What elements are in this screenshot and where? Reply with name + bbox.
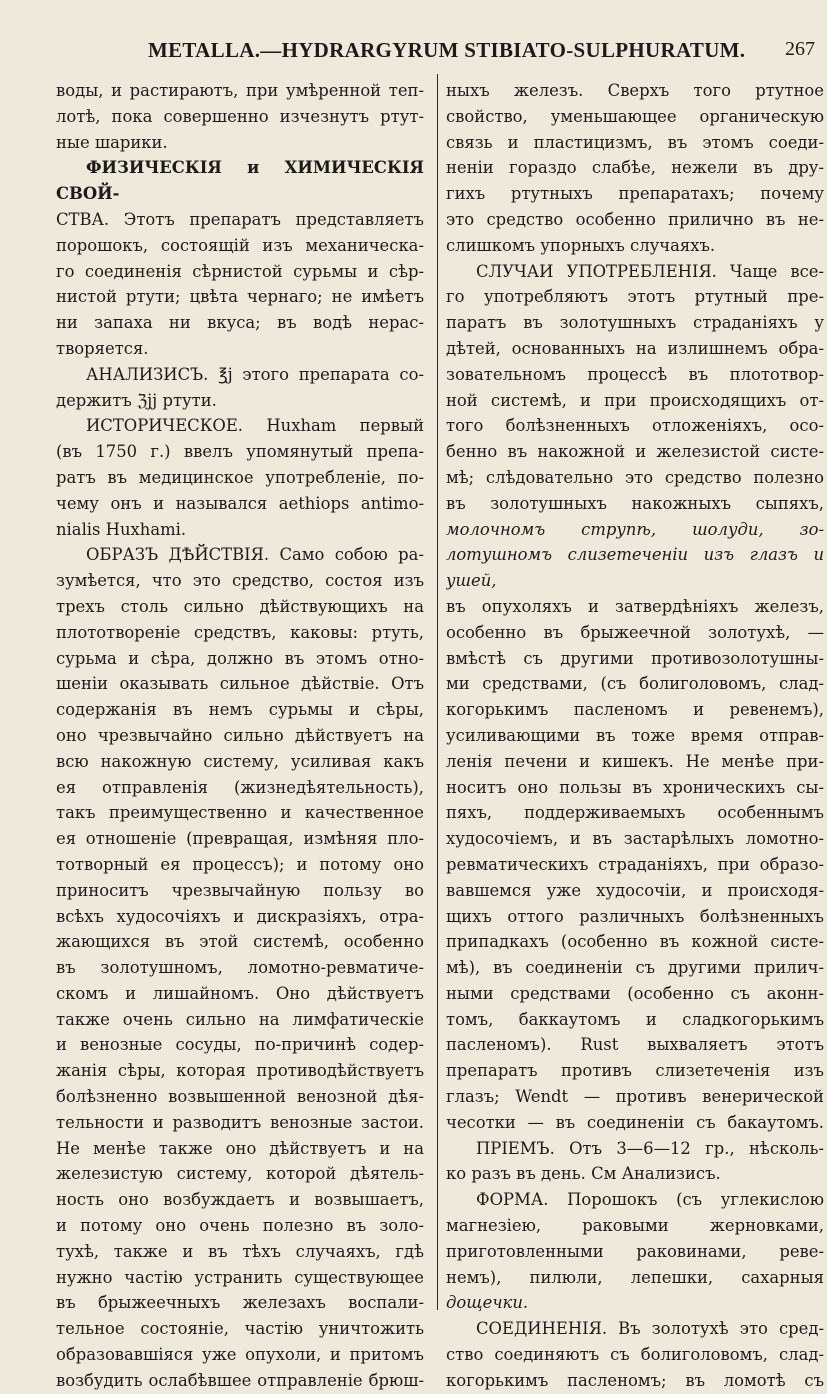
text-line: порошокъ, состоящій изъ механическа-	[56, 235, 424, 255]
text-line: жанія сѣры, которая противодѣйствуетъ	[56, 1061, 424, 1081]
text-line: всю накожную систему, усиливая какъ	[56, 751, 424, 771]
text-line: го соединенія сѣрнистой сурьмы и сѣр-	[56, 261, 424, 281]
text-line: ко разъ въ день. См Анализисъ.	[446, 1164, 721, 1184]
text-line: го употребляютъ этотъ ртутный пре-	[446, 287, 824, 307]
text-line: АНАЛИЗИСЪ. ℥j этого препарата со-	[86, 364, 424, 384]
text-line: когорькимъ пасленомъ и ревенемъ),	[446, 700, 824, 720]
text-line: приготовленными раковинами, реве-	[446, 1241, 824, 1261]
text-line: зовательномъ процессѣ въ плототвор-	[446, 364, 824, 384]
text-line: тельности и разводитъ венозные застои.	[56, 1112, 424, 1132]
text-line: ратъ въ медицинское употребленіе, по-	[56, 467, 424, 487]
text-line: немъ), пилюли, лепешки, сахарныя	[446, 1267, 824, 1287]
text-line: тельное состояніе, частію уничтожить	[56, 1319, 424, 1339]
text-line: пяхъ, поддерживаемыхъ особеннымъ	[446, 803, 824, 823]
text-line: носитъ оно пользы въ хроническихъ сы-	[446, 777, 824, 797]
text-line: слишкомъ упорныхъ случаяхъ.	[446, 235, 716, 255]
text-line: болѣзненно возвышенной венозной дѣя-	[56, 1087, 424, 1107]
text-line: мѣ), въ соединеніи съ другими прилич-	[446, 958, 824, 978]
left-column	[56, 78, 424, 1394]
text-line: зумѣется, что это средство, состоя изъ	[56, 571, 424, 591]
text-line: ревматическихъ страданіяхъ, при образо-	[446, 854, 824, 874]
text-line: и потому оно очень полезно въ золо-	[56, 1216, 424, 1236]
text-line: также очень сильно на лимфатическіе	[56, 1009, 424, 1029]
text-line: такъ преимущественно и качественное	[56, 803, 424, 823]
right-column	[446, 78, 824, 1394]
text-line: вмѣстѣ съ другими противозолотушны-	[446, 648, 824, 668]
text-line: въ брыжеечныхъ железахъ воспали-	[56, 1293, 424, 1313]
text-line: оно чрезвычайно сильно дѣйствуетъ на	[56, 725, 424, 745]
text-line: въ опухоляхъ и затвердѣніяхъ железъ,	[446, 596, 824, 616]
text-line: неніи гораздо слабѣе, нежели въ дру-	[446, 158, 824, 178]
text-line: нужно частію устранить существующее	[56, 1267, 424, 1287]
text-line: ность оно возбуждаетъ и возвышаетъ,	[56, 1190, 424, 1210]
text-line: творяется.	[56, 338, 149, 358]
text-line: когорькимъ пасленомъ; въ ломотѣ съ	[446, 1370, 824, 1390]
text-line: усиливающими въ тоже время отправ-	[446, 725, 824, 745]
text-line: въ золотушныхъ накожныхъ сыпяхъ,	[446, 493, 824, 513]
text-line: nialis Huxhami.	[56, 519, 187, 539]
text-line: ными средствами (особенно съ аконн-	[446, 983, 824, 1003]
text-line: приноситъ чрезвычайную пользу во	[56, 880, 424, 900]
text-line: магнезіею, раковыми жерновками,	[446, 1216, 824, 1236]
text-line: щихъ оттого различныхъ болѣзненныхъ	[446, 906, 824, 926]
text-line: ОБРАЗЪ ДѢЙСТВІЯ. Само собою ра-	[86, 545, 424, 565]
text-line: (въ 1750 г.) ввелъ упомянутый препа-	[56, 442, 424, 462]
text-line: припадкахъ (особенно въ кожной систе-	[446, 932, 824, 952]
text-line: паратъ въ золотушныхъ страданіяхъ у	[446, 313, 824, 333]
text-line: сурьма и сѣра, должно въ этомъ отно-	[56, 648, 424, 668]
text-line: жающихся въ этой системѣ, особенно	[56, 932, 424, 952]
text-line: ФОРМА. Порошокъ (съ углекислою	[476, 1190, 824, 1210]
text-line: дощечки.	[446, 1293, 529, 1313]
text-line: связь и пластицизмъ, въ этомъ соеди-	[446, 132, 824, 152]
text-line: это средство особенно прилично въ не-	[446, 209, 824, 229]
text-line: ство соединяютъ съ болиголовомъ, слад-	[446, 1345, 824, 1365]
text-line: дѣтей, основанныхъ на излишнемъ обра-	[446, 338, 824, 358]
text-line: шеніи оказывать сильное дѣйствіе. Отъ	[56, 674, 424, 694]
text-line: ныхъ железъ. Сверхъ того ртутное	[446, 81, 824, 100]
text-line: препаратъ противъ слизетеченія изъ	[446, 1061, 824, 1081]
text-line: тухѣ, также и въ тѣхъ случаяхъ, гдѣ	[56, 1241, 424, 1261]
text-line: железистую систему, которой дѣятель-	[56, 1164, 424, 1184]
text-line: образовавшіяся уже опухоли, и притомъ	[56, 1345, 424, 1365]
text-line: вавшемся уже худосочіи, и происходя-	[446, 880, 824, 900]
text-line: лотушномъ слизетеченіи изъ глазъ и ушей,	[446, 545, 824, 591]
text-line: глазъ; Wendt — противъ венерической	[446, 1087, 824, 1107]
running-header	[0, 38, 827, 72]
text-line: ея отправленія (жизнедѣятельность),	[56, 777, 424, 797]
text-line: скомъ и лишайномъ. Оно дѣйствуетъ	[56, 983, 424, 1003]
text-line: плототвореніе средствъ, каковы: ртуть,	[56, 622, 424, 642]
text-line: особенно въ брыжеечной золотухѣ, —	[446, 622, 824, 642]
running-title: METALLA.—HYDRARGYRUM STIBIATO-SULPHURATUM.	[148, 38, 746, 62]
text-line: того болѣзненныхъ отложеніяхъ, осо-	[446, 416, 824, 436]
text-line: ной системѣ, и при происходящихъ от-	[446, 390, 824, 410]
text-line: тотворный ея процессъ); и потому оно	[56, 854, 424, 874]
text-line: Не менѣе также оно дѣйствуетъ и на	[56, 1138, 424, 1158]
text-line: ные шарики.	[56, 132, 168, 152]
text-line: чесотки — въ соединеніи съ бакаутомъ.	[446, 1112, 824, 1132]
text-line: СТВА. Этотъ препаратъ представляетъ	[56, 209, 424, 229]
text-line: СОЕДИНЕНІЯ. Въ золотухѣ это сред-	[476, 1319, 824, 1339]
text-line: нистой ртути; цвѣта чернаго; не имѣетъ	[56, 287, 424, 307]
text-line: и венозные сосуды, по-причинѣ содер-	[56, 1035, 424, 1055]
text-line: томъ, баккаутомъ и сладкогорькимъ	[446, 1009, 824, 1029]
column-divider	[437, 74, 438, 1310]
text-line: ни запаха ни вкуса; въ водѣ нерас-	[56, 313, 424, 333]
text-line: ИСТОРИЧЕСКОЕ. Huxham первый	[86, 416, 424, 436]
text-line: свойство, уменьшающее органическую	[446, 106, 824, 126]
text-line: СЛУЧАИ УПОТРЕБЛЕНІЯ. Чаще все-	[476, 261, 824, 281]
text-line: бенно въ накожной и железистой систе-	[446, 442, 824, 462]
text-line: ея отношеніе (превращая, измѣняя пло-	[56, 829, 424, 849]
text-line: всѣхъ худосочіяхъ и дискразіяхъ, отра-	[56, 906, 424, 926]
text-line: ФИЗИЧЕСКІЯ и ХИМИЧЕСКІЯ СВОЙ-	[56, 158, 424, 204]
text-line: ленія печени и кишекъ. Не менѣе при-	[446, 751, 824, 771]
text-line: пасленомъ). Rust выхваляетъ этотъ	[446, 1035, 824, 1055]
text-line: въ золотушномъ, ломотно-ревматиче-	[56, 958, 424, 978]
text-line: трехъ столь сильно дѣйствующихъ на	[56, 596, 424, 616]
text-line: ми средствами, (съ болиголовомъ, слад-	[446, 674, 824, 694]
text-line: худосочіемъ, и въ застарѣлыхъ ломотно-	[446, 829, 824, 849]
text-line: молочномъ струпѣ, шолуди, зо-	[446, 519, 824, 539]
text-line: гихъ ртутныхъ препаратахъ; почему	[446, 184, 824, 204]
text-line: воды, и растираютъ, при умѣренной теп-	[56, 81, 424, 100]
text-line: содержанія въ немъ сурьмы и сѣры,	[56, 700, 424, 720]
page-number: 267	[785, 38, 815, 60]
text-line: ПРІЕМЪ. Отъ 3—6—12 гр., нѣсколь-	[476, 1138, 824, 1158]
text-line: держитъ ℨjj ртути.	[56, 390, 217, 410]
text-line: мѣ; слѣдовательно это средство полезно	[446, 467, 824, 487]
text-line: чему онъ и назывался aethiops antimo-	[56, 493, 424, 513]
text-line: лотѣ, пока совершенно изчезнутъ ртут-	[56, 106, 424, 126]
text-line: возбудить ослабѣвшее отправленіе брюш-	[56, 1370, 424, 1390]
